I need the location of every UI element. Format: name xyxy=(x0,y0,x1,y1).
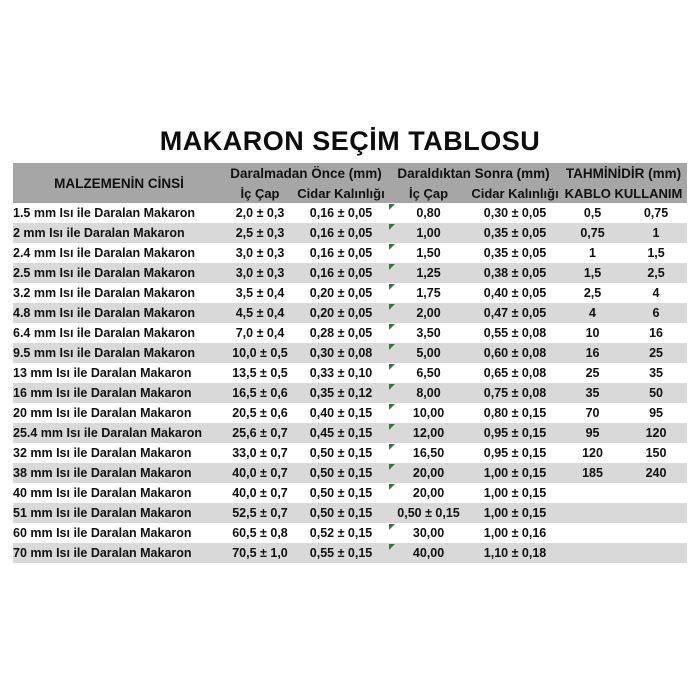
wall-thickness-after-cell xyxy=(470,243,560,263)
inner-diameter-after-cell-text: 8,00 xyxy=(416,386,441,400)
cable-usage-min-cell xyxy=(560,443,625,463)
inner-diameter-before-cell xyxy=(225,343,295,363)
inner-diameter-before-cell-text: 2,0 ± 0,3 xyxy=(235,206,285,220)
cable-usage-max-cell xyxy=(625,543,687,563)
cable-usage-min-cell xyxy=(560,343,625,363)
cell-error-indicator-icon xyxy=(389,364,395,370)
header-group-before-shrink: Daralmadan Önce (mm) xyxy=(225,163,387,183)
wall-thickness-after-cell-text: 0,35 ± 0,05 xyxy=(483,246,547,260)
wall-thickness-after-cell-text: 0,55 ± 0,08 xyxy=(483,326,547,340)
wall-thickness-before-cell xyxy=(295,543,387,563)
inner-diameter-after-cell-text: 16,50 xyxy=(412,446,445,460)
inner-diameter-before-cell xyxy=(225,443,295,463)
table-row xyxy=(13,303,687,323)
inner-diameter-before-cell xyxy=(225,363,295,383)
material-cell-text: 40 mm Isı ile Daralan Makaron xyxy=(13,486,192,500)
inner-diameter-before-cell-text: 40,0 ± 0,7 xyxy=(232,466,288,480)
table-row xyxy=(13,363,687,383)
cable-usage-max-cell-text: 240 xyxy=(645,466,667,480)
inner-diameter-before-cell xyxy=(225,503,295,523)
cable-usage-min-cell xyxy=(560,423,625,443)
material-cell xyxy=(13,303,225,323)
inner-diameter-before-cell-text: 20,5 ± 0,6 xyxy=(232,406,288,420)
material-cell xyxy=(13,363,225,383)
wall-thickness-before-cell xyxy=(295,263,387,283)
cable-usage-min-cell-text: 95 xyxy=(585,426,600,440)
cable-usage-min-cell-text: 120 xyxy=(582,446,603,460)
inner-diameter-after-cell xyxy=(387,263,470,283)
inner-diameter-before-cell xyxy=(225,303,295,323)
header-group-row xyxy=(13,163,687,183)
wall-thickness-after-cell xyxy=(470,303,560,323)
material-cell xyxy=(13,503,225,523)
inner-diameter-after-cell-text: 1,50 xyxy=(416,246,441,260)
cable-usage-min-cell-text: 0,75 xyxy=(580,226,605,240)
inner-diameter-before-cell xyxy=(225,283,295,303)
cable-usage-min-cell xyxy=(560,363,625,383)
cable-usage-min-cell-text: 4 xyxy=(589,306,596,320)
cable-usage-min-cell-text: 185 xyxy=(582,466,603,480)
cable-usage-min-cell xyxy=(560,243,625,263)
wall-thickness-before-cell-text: 0,16 ± 0,05 xyxy=(309,206,373,220)
cable-usage-min-cell-text: 2,5 xyxy=(583,286,602,300)
cell-error-indicator-icon xyxy=(389,304,395,310)
wall-thickness-before-cell-text: 0,52 ± 0,15 xyxy=(309,526,373,540)
wall-thickness-before-cell xyxy=(295,443,387,463)
wall-thickness-before-cell-text: 0,16 ± 0,05 xyxy=(309,226,373,240)
wall-thickness-after-cell-text: 1,10 ± 0,18 xyxy=(483,546,547,560)
wall-thickness-before-cell-text: 0,50 ± 0,15 xyxy=(309,446,373,460)
inner-diameter-before-cell-text: 7,0 ± 0,4 xyxy=(235,326,285,340)
wall-thickness-before-cell-text: 0,30 ± 0,08 xyxy=(309,346,373,360)
cell-error-indicator-icon xyxy=(389,404,395,410)
material-cell xyxy=(13,203,225,223)
wall-thickness-before-cell xyxy=(295,503,387,523)
table-row xyxy=(13,523,687,543)
inner-diameter-before-cell xyxy=(225,523,295,543)
cable-usage-max-cell xyxy=(625,343,687,363)
cable-usage-min-cell xyxy=(560,463,625,483)
cable-usage-min-cell xyxy=(560,543,625,563)
inner-diameter-after-cell xyxy=(387,443,470,463)
inner-diameter-before-cell-text: 13,5 ± 0,5 xyxy=(232,366,288,380)
wall-thickness-after-cell-text: 1,00 ± 0,15 xyxy=(483,486,547,500)
wall-thickness-after-cell xyxy=(470,463,560,483)
inner-diameter-before-cell-text: 3,0 ± 0,3 xyxy=(235,266,285,280)
wall-thickness-before-cell-text: 0,50 ± 0,15 xyxy=(309,506,373,520)
cable-usage-max-cell xyxy=(625,423,687,443)
wall-thickness-before-cell-text: 0,20 ± 0,05 xyxy=(309,306,373,320)
inner-diameter-after-cell-text: 1,00 xyxy=(416,226,441,240)
inner-diameter-before-cell xyxy=(225,203,295,223)
wall-thickness-before-cell-text: 0,28 ± 0,05 xyxy=(309,326,373,340)
table-body xyxy=(13,203,687,563)
wall-thickness-after-cell-text: 0,60 ± 0,08 xyxy=(483,346,547,360)
wall-thickness-after-cell xyxy=(470,523,560,543)
table-row xyxy=(13,203,687,223)
header-wall-thickness-after: Cidar Kalınlığı xyxy=(470,183,560,203)
wall-thickness-before-cell xyxy=(295,383,387,403)
inner-diameter-before-cell-text: 52,5 ± 0,7 xyxy=(232,506,288,520)
material-cell-text: 9.5 mm Isı ile Daralan Makaron xyxy=(13,346,196,360)
table-row xyxy=(13,383,687,403)
wall-thickness-before-cell-text: 0,50 ± 0,15 xyxy=(309,486,373,500)
cell-error-indicator-icon xyxy=(389,204,395,210)
cable-usage-min-cell xyxy=(560,523,625,543)
material-cell-text: 6.4 mm Isı ile Daralan Makaron xyxy=(13,326,196,340)
inner-diameter-after-cell xyxy=(387,283,470,303)
inner-diameter-before-cell-text: 60,5 ± 0,8 xyxy=(232,526,288,540)
material-cell-text: 32 mm Isı ile Daralan Makaron xyxy=(13,446,192,460)
inner-diameter-after-cell xyxy=(387,483,470,503)
cable-usage-max-cell xyxy=(625,303,687,323)
cable-usage-max-cell xyxy=(625,383,687,403)
cable-usage-min-cell-text: 1 xyxy=(589,246,596,260)
inner-diameter-before-cell xyxy=(225,383,295,403)
wall-thickness-before-cell xyxy=(295,243,387,263)
inner-diameter-before-cell xyxy=(225,543,295,563)
cable-usage-max-cell-text: 95 xyxy=(649,406,663,420)
wall-thickness-before-cell-text: 0,55 ± 0,15 xyxy=(309,546,373,560)
inner-diameter-after-cell-text: 0,80 xyxy=(416,206,441,220)
inner-diameter-after-cell xyxy=(387,323,470,343)
table-row xyxy=(13,263,687,283)
wall-thickness-before-cell xyxy=(295,343,387,363)
cable-usage-min-cell-text: 25 xyxy=(585,366,600,380)
inner-diameter-after-cell xyxy=(387,463,470,483)
material-cell-text: 70 mm Isı ile Daralan Makaron xyxy=(13,546,192,560)
inner-diameter-before-cell-text: 2,5 ± 0,3 xyxy=(235,226,285,240)
cable-usage-min-cell xyxy=(560,323,625,343)
inner-diameter-after-cell-text: 30,00 xyxy=(412,526,445,540)
page-title: MAKARON SEÇİM TABLOSU xyxy=(159,126,541,156)
cable-usage-max-cell-text: 25 xyxy=(649,346,663,360)
header-group-after-shrink: Daraldıktan Sonra (mm) xyxy=(387,163,560,183)
inner-diameter-before-cell-text: 40,0 ± 0,7 xyxy=(232,486,288,500)
wall-thickness-after-cell xyxy=(470,343,560,363)
cable-usage-max-cell-text: 1 xyxy=(652,226,660,240)
wall-thickness-after-cell-text: 1,00 ± 0,15 xyxy=(483,466,547,480)
cable-usage-min-cell xyxy=(560,483,625,503)
inner-diameter-after-cell-text: 0,50 ± 0,15 xyxy=(397,506,460,520)
wall-thickness-after-cell xyxy=(470,483,560,503)
wall-thickness-before-cell xyxy=(295,203,387,223)
wall-thickness-before-cell-text: 0,45 ± 0,15 xyxy=(309,426,373,440)
inner-diameter-before-cell-text: 3,0 ± 0,3 xyxy=(235,246,285,260)
cable-usage-min-cell xyxy=(560,303,625,323)
cable-usage-min-cell xyxy=(560,503,625,523)
inner-diameter-before-cell xyxy=(225,483,295,503)
header-wall-thickness-before: Cidar Kalınlığı xyxy=(295,183,387,203)
inner-diameter-after-cell-text: 20,00 xyxy=(412,466,445,480)
cable-usage-min-cell xyxy=(560,203,625,223)
inner-diameter-before-cell xyxy=(225,243,295,263)
wall-thickness-before-cell-text: 0,16 ± 0,05 xyxy=(309,246,373,260)
cable-usage-max-cell-text: 4 xyxy=(652,286,660,300)
table-row xyxy=(13,323,687,343)
cable-usage-max-cell-text: 6 xyxy=(652,306,660,320)
wall-thickness-after-cell-text: 1,00 ± 0,15 xyxy=(483,506,547,520)
inner-diameter-before-cell-text: 10,0 ± 0,5 xyxy=(232,346,288,360)
wall-thickness-after-cell xyxy=(470,383,560,403)
wall-thickness-after-cell xyxy=(470,503,560,523)
cable-usage-min-cell xyxy=(560,223,625,243)
wall-thickness-after-cell xyxy=(470,403,560,423)
table-row xyxy=(13,463,687,483)
header-group-estimate: TAHMİNİDİR (mm) xyxy=(560,163,687,183)
material-cell xyxy=(13,243,225,263)
cable-usage-max-cell xyxy=(625,243,687,263)
wall-thickness-before-cell-text: 0,40 ± 0,15 xyxy=(309,406,373,420)
wall-thickness-after-cell-text: 0,35 ± 0,05 xyxy=(483,226,547,240)
makaron-selection-table xyxy=(13,163,687,563)
material-cell xyxy=(13,443,225,463)
inner-diameter-before-cell-text: 25,6 ± 0,7 xyxy=(232,426,288,440)
table-row xyxy=(13,243,687,263)
table-header xyxy=(13,163,687,203)
inner-diameter-after-cell xyxy=(387,303,470,323)
cable-usage-max-cell xyxy=(625,203,687,223)
material-cell-text: 4.8 mm Isı ile Daralan Makaron xyxy=(13,306,196,320)
wall-thickness-after-cell xyxy=(470,423,560,443)
material-cell-text: 16 mm Isı ile Daralan Makaron xyxy=(13,386,192,400)
cable-usage-max-cell xyxy=(625,323,687,343)
table-row xyxy=(13,423,687,443)
wall-thickness-after-cell-text: 0,80 ± 0,15 xyxy=(483,406,547,420)
inner-diameter-before-cell xyxy=(225,423,295,443)
wall-thickness-after-cell xyxy=(470,543,560,563)
material-cell-text: 2.4 mm Isı ile Daralan Makaron xyxy=(13,246,196,260)
material-cell-text: 2.5 mm Isı ile Daralan Makaron xyxy=(13,266,196,280)
material-cell-text: 51 mm Isı ile Daralan Makaron xyxy=(13,506,192,520)
inner-diameter-after-cell-text: 3,50 xyxy=(416,326,441,340)
cell-error-indicator-icon xyxy=(389,424,395,430)
inner-diameter-after-cell xyxy=(387,223,470,243)
cell-error-indicator-icon xyxy=(389,244,395,250)
cell-error-indicator-icon xyxy=(389,324,395,330)
cable-usage-max-cell xyxy=(625,463,687,483)
inner-diameter-before-cell-text: 70,5 ± 1,0 xyxy=(232,546,288,560)
wall-thickness-after-cell xyxy=(470,263,560,283)
cable-usage-max-cell xyxy=(625,483,687,503)
cable-usage-max-cell xyxy=(625,403,687,423)
cable-usage-max-cell-text: 150 xyxy=(645,446,667,460)
wall-thickness-after-cell-text: 0,95 ± 0,15 xyxy=(483,426,547,440)
wall-thickness-before-cell xyxy=(295,283,387,303)
inner-diameter-before-cell xyxy=(225,223,295,243)
cell-error-indicator-icon xyxy=(389,344,395,350)
cable-usage-max-cell-text: 16 xyxy=(649,326,663,340)
header-inner-diameter-before: İç Çap xyxy=(225,183,295,203)
inner-diameter-before-cell-text: 3,5 ± 0,4 xyxy=(235,286,285,300)
material-cell xyxy=(13,343,225,363)
cable-usage-max-cell xyxy=(625,263,687,283)
material-cell xyxy=(13,263,225,283)
material-cell-text: 25.4 mm Isı ile Daralan Makaron xyxy=(13,426,202,440)
cable-usage-max-cell xyxy=(625,443,687,463)
wall-thickness-before-cell xyxy=(295,403,387,423)
header-cable-usage: KABLO KULLANIM xyxy=(560,183,687,203)
inner-diameter-before-cell xyxy=(225,263,295,283)
cable-usage-max-cell xyxy=(625,223,687,243)
inner-diameter-after-cell-text: 12,00 xyxy=(412,426,445,440)
material-cell xyxy=(13,223,225,243)
cell-error-indicator-icon xyxy=(389,544,395,550)
table-row xyxy=(13,223,687,243)
inner-diameter-after-cell-text: 1,25 xyxy=(416,266,441,280)
cable-usage-max-cell-text: 1,5 xyxy=(647,246,665,260)
inner-diameter-before-cell xyxy=(225,323,295,343)
inner-diameter-after-cell-text: 1,75 xyxy=(416,286,441,300)
cable-usage-max-cell-text: 0,75 xyxy=(643,206,669,220)
wall-thickness-before-cell-text: 0,50 ± 0,15 xyxy=(309,466,373,480)
table-row xyxy=(13,343,687,363)
wall-thickness-after-cell xyxy=(470,443,560,463)
wall-thickness-before-cell xyxy=(295,323,387,343)
cable-usage-min-cell-text: 16 xyxy=(585,346,600,360)
table-row xyxy=(13,443,687,463)
cable-usage-min-cell xyxy=(560,283,625,303)
material-cell xyxy=(13,423,225,443)
inner-diameter-after-cell-text: 5,00 xyxy=(416,346,441,360)
wall-thickness-after-cell-text: 0,30 ± 0,05 xyxy=(483,206,547,220)
material-cell xyxy=(13,483,225,503)
inner-diameter-after-cell-text: 10,00 xyxy=(412,406,445,420)
table-row xyxy=(13,283,687,303)
wall-thickness-after-cell-text: 0,65 ± 0,08 xyxy=(483,366,547,380)
inner-diameter-after-cell xyxy=(387,243,470,263)
inner-diameter-before-cell xyxy=(225,403,295,423)
cell-error-indicator-icon xyxy=(389,484,395,490)
wall-thickness-after-cell-text: 0,95 ± 0,15 xyxy=(483,446,547,460)
wall-thickness-before-cell xyxy=(295,523,387,543)
inner-diameter-after-cell xyxy=(387,403,470,423)
cable-usage-min-cell xyxy=(560,383,625,403)
wall-thickness-before-cell xyxy=(295,483,387,503)
inner-diameter-after-cell xyxy=(387,203,470,223)
material-cell-text: 38 mm Isı ile Daralan Makaron xyxy=(13,466,192,480)
wall-thickness-after-cell xyxy=(470,323,560,343)
cable-usage-max-cell xyxy=(625,283,687,303)
inner-diameter-before-cell-text: 4,5 ± 0,4 xyxy=(235,306,285,320)
cable-usage-min-cell-text: 10 xyxy=(585,326,600,340)
cell-error-indicator-icon xyxy=(389,384,395,390)
inner-diameter-after-cell xyxy=(387,543,470,563)
material-cell-text: 60 mm Isı ile Daralan Makaron xyxy=(13,526,192,540)
material-cell xyxy=(13,523,225,543)
inner-diameter-after-cell xyxy=(387,523,470,543)
wall-thickness-before-cell-text: 0,35 ± 0,12 xyxy=(309,386,373,400)
wall-thickness-after-cell-text: 0,38 ± 0,05 xyxy=(483,266,547,280)
material-cell-text: 20 mm Isı ile Daralan Makaron xyxy=(13,406,192,420)
wall-thickness-before-cell xyxy=(295,463,387,483)
cell-error-indicator-icon xyxy=(389,444,395,450)
wall-thickness-after-cell xyxy=(470,363,560,383)
wall-thickness-before-cell-text: 0,33 ± 0,10 xyxy=(309,366,373,380)
inner-diameter-after-cell xyxy=(387,343,470,363)
header-material: MALZEMENİN CİNSİ xyxy=(13,163,225,203)
inner-diameter-after-cell xyxy=(387,383,470,403)
wall-thickness-before-cell xyxy=(295,303,387,323)
cable-usage-min-cell-text: 70 xyxy=(585,406,600,420)
inner-diameter-before-cell-text: 16,5 ± 0,6 xyxy=(232,386,288,400)
material-cell xyxy=(13,463,225,483)
material-cell xyxy=(13,543,225,563)
inner-diameter-after-cell-text: 2,00 xyxy=(416,306,441,320)
material-cell xyxy=(13,403,225,423)
cable-usage-max-cell-text: 50 xyxy=(649,386,663,400)
cell-error-indicator-icon xyxy=(389,224,395,230)
cell-error-indicator-icon xyxy=(389,524,395,530)
material-cell xyxy=(13,283,225,303)
material-cell-text: 2 mm Isı ile Daralan Makaron xyxy=(13,226,185,240)
cable-usage-min-cell-text: 0,5 xyxy=(583,206,602,220)
cell-error-indicator-icon xyxy=(389,284,395,290)
cable-usage-min-cell xyxy=(560,263,625,283)
inner-diameter-after-cell-text: 40,00 xyxy=(412,546,445,560)
cable-usage-max-cell-text: 35 xyxy=(649,366,663,380)
wall-thickness-before-cell-text: 0,16 ± 0,05 xyxy=(309,266,373,280)
header-inner-diameter-after: İç Çap xyxy=(387,183,470,203)
wall-thickness-after-cell xyxy=(470,223,560,243)
wall-thickness-before-cell xyxy=(295,423,387,443)
inner-diameter-after-cell xyxy=(387,503,470,523)
wall-thickness-after-cell-text: 0,40 ± 0,05 xyxy=(483,286,547,300)
inner-diameter-after-cell-text: 6,50 xyxy=(416,366,441,380)
cable-usage-min-cell-text: 1,5 xyxy=(583,266,602,280)
cable-usage-max-cell xyxy=(625,523,687,543)
cell-error-indicator-icon xyxy=(389,264,395,270)
table-row xyxy=(13,503,687,523)
inner-diameter-before-cell-text: 33,0 ± 0,7 xyxy=(232,446,288,460)
table-row xyxy=(13,543,687,563)
cable-usage-min-cell-text: 35 xyxy=(585,386,600,400)
cable-usage-min-cell xyxy=(560,403,625,423)
cable-usage-max-cell xyxy=(625,363,687,383)
wall-thickness-after-cell xyxy=(470,283,560,303)
cable-usage-max-cell xyxy=(625,503,687,523)
inner-diameter-after-cell xyxy=(387,363,470,383)
wall-thickness-after-cell-text: 0,75 ± 0,08 xyxy=(483,386,547,400)
material-cell-text: 1.5 mm Isı ile Daralan Makaron xyxy=(13,206,196,220)
cable-usage-max-cell-text: 2,5 xyxy=(647,266,665,280)
material-cell xyxy=(13,323,225,343)
material-cell-text: 3.2 mm Isı ile Daralan Makaron xyxy=(13,286,196,300)
wall-thickness-before-cell xyxy=(295,363,387,383)
inner-diameter-after-cell-text: 20,00 xyxy=(412,486,445,500)
wall-thickness-before-cell xyxy=(295,223,387,243)
wall-thickness-before-cell-text: 0,20 ± 0,05 xyxy=(309,286,373,300)
cell-error-indicator-icon xyxy=(389,464,395,470)
material-cell xyxy=(13,383,225,403)
inner-diameter-before-cell xyxy=(225,463,295,483)
inner-diameter-after-cell xyxy=(387,423,470,443)
wall-thickness-after-cell-text: 1,00 ± 0,16 xyxy=(483,526,547,540)
material-cell-text: 13 mm Isı ile Daralan Makaron xyxy=(13,366,192,380)
cable-usage-max-cell-text: 120 xyxy=(645,426,667,440)
wall-thickness-after-cell xyxy=(470,203,560,223)
table-row xyxy=(13,403,687,423)
wall-thickness-after-cell-text: 0,47 ± 0,05 xyxy=(483,306,547,320)
table-row xyxy=(13,483,687,503)
